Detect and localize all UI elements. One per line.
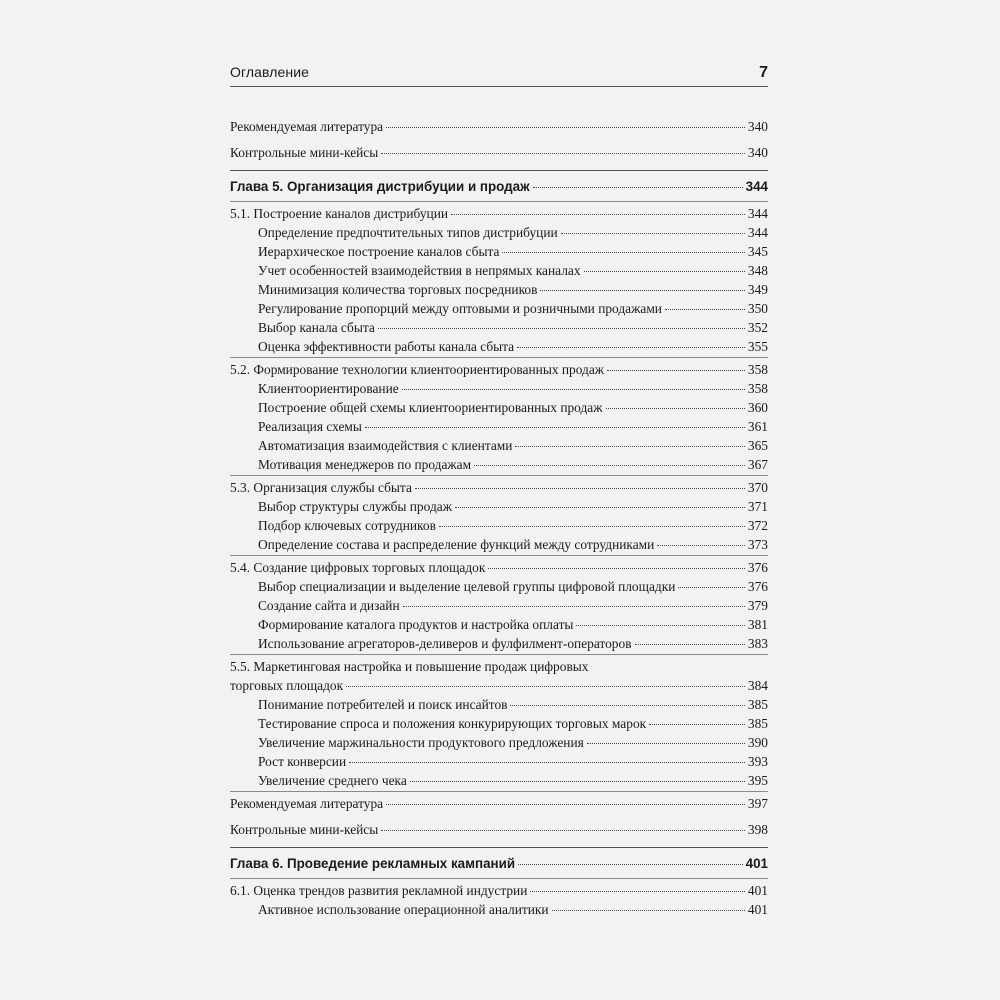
dot-leader <box>410 781 745 782</box>
toc-entry-chapter-5[interactable]: Глава 5. Организация дистрибуции и продаж 344 <box>230 179 768 194</box>
dot-leader <box>530 891 745 892</box>
toc-entry-bibliography[interactable]: Рекомендуемая литература 397 <box>230 796 768 811</box>
section-divider <box>230 791 768 792</box>
toc-entry-subsection[interactable]: Подбор ключевых сотрудников 372 <box>258 518 768 533</box>
toc-entry-subsection[interactable]: Реализация схемы 361 <box>258 419 768 434</box>
section-divider <box>230 201 768 202</box>
dot-leader <box>455 507 745 508</box>
toc-entry-subsection[interactable]: Рост конверсии 393 <box>258 754 768 769</box>
dot-leader <box>518 864 743 865</box>
toc-entry-subsection[interactable]: Иерархическое построение каналов сбыта 345 <box>258 244 768 259</box>
toc-entry-subsection[interactable]: Определение состава и распределение функций между сотрудниками 373 <box>258 537 768 552</box>
toc-entry-section-5-5[interactable]: торговых площадок 384 <box>230 678 768 693</box>
section-divider <box>230 357 768 358</box>
dot-leader <box>515 446 744 447</box>
toc-entry-subsection[interactable]: Выбор канала сбыта 352 <box>258 320 768 335</box>
dot-leader <box>665 309 745 310</box>
toc-entry-subsection[interactable]: Понимание потребителей и поиск инсайтов 385 <box>258 697 768 712</box>
dot-leader <box>584 271 745 272</box>
dot-leader <box>540 290 744 291</box>
dot-leader <box>576 625 744 626</box>
dot-leader <box>657 545 745 546</box>
dot-leader <box>635 644 745 645</box>
dot-leader <box>365 427 745 428</box>
dot-leader <box>678 587 745 588</box>
toc-entry-subsection[interactable]: Использование агрегаторов-деливеров и фулфилмент-операторов 383 <box>258 636 768 651</box>
dot-leader <box>346 686 745 687</box>
dot-leader <box>451 214 745 215</box>
toc-entry-subsection[interactable]: Регулирование пропорций между оптовыми и розничными продажами 350 <box>258 301 768 316</box>
dot-leader <box>607 370 745 371</box>
toc-entry-chapter-6[interactable]: Глава 6. Проведение рекламных кампаний 401 <box>230 856 768 871</box>
toc-entry-section-5-2[interactable]: 5.2. Формирование технологии клиентоориентированных продаж 358 <box>230 362 768 377</box>
dot-leader <box>552 910 745 911</box>
toc-entry-subsection[interactable]: Создание сайта и дизайн 379 <box>258 598 768 613</box>
toc-entry-subsection[interactable]: Минимизация количества торговых посредников 349 <box>258 282 768 297</box>
toc-entry-subsection[interactable]: Увеличение маржинальности продуктового предложения 390 <box>258 735 768 750</box>
toc-entry-bibliography[interactable]: Рекомендуемая литература 340 <box>230 119 768 134</box>
dot-leader <box>386 127 745 128</box>
toc-entry-subsection[interactable]: Оценка эффективности работы канала сбыта 355 <box>258 339 768 354</box>
dot-leader <box>381 830 745 831</box>
toc-page <box>230 0 768 1000</box>
toc-entry-subsection[interactable]: Построение общей схемы клиентоориентированных продаж 360 <box>258 400 768 415</box>
toc-entry-subsection[interactable]: Тестирование спроса и положения конкурирующих торговых марок 385 <box>258 716 768 731</box>
toc-entry-mini-cases[interactable]: Контрольные мини-кейсы 340 <box>230 145 768 160</box>
toc-entry-subsection[interactable]: Увеличение среднего чека 395 <box>258 773 768 788</box>
toc-entry-section-5-5-line1[interactable]: 5.5. Маркетинговая настройка и повышение продаж цифровых <box>230 659 589 674</box>
section-divider <box>230 555 768 556</box>
dot-leader <box>649 724 745 725</box>
dot-leader <box>488 568 745 569</box>
toc-entry-subsection[interactable]: Мотивация менеджеров по продажам 367 <box>258 457 768 472</box>
toc-entry-subsection[interactable]: Определение предпочтительных типов дистрибуции 344 <box>258 225 768 240</box>
section-divider <box>230 170 768 171</box>
page-number: 7 <box>759 64 768 81</box>
dot-leader <box>474 465 745 466</box>
toc-entry-subsection[interactable]: Формирование каталога продуктов и настройка оплаты 381 <box>258 617 768 632</box>
section-divider <box>230 878 768 879</box>
dot-leader <box>439 526 745 527</box>
toc-entry-subsection[interactable]: Выбор структуры службы продаж 371 <box>258 499 768 514</box>
running-head <box>230 64 768 82</box>
toc-entry-mini-cases[interactable]: Контрольные мини-кейсы 398 <box>230 822 768 837</box>
section-divider <box>230 475 768 476</box>
running-head-title: Оглавление <box>230 64 310 80</box>
dot-leader <box>502 252 744 253</box>
dot-leader <box>587 743 745 744</box>
toc-entry-section-5-3[interactable]: 5.3. Организация службы сбыта 370 <box>230 480 768 495</box>
toc-entry-subsection[interactable]: Активное использование операционной аналитики 401 <box>258 902 768 917</box>
dot-leader <box>349 762 745 763</box>
section-divider <box>230 847 768 848</box>
toc-entry-subsection[interactable]: Выбор специализации и выделение целевой группы цифровой площадки 376 <box>258 579 768 594</box>
dot-leader <box>403 606 745 607</box>
dot-leader <box>561 233 745 234</box>
toc-entry-subsection[interactable]: Клиентоориентирование 358 <box>258 381 768 396</box>
dot-leader <box>606 408 745 409</box>
dot-leader <box>510 705 744 706</box>
toc-entry-section-6-1[interactable]: 6.1. Оценка трендов развития рекламной индустрии 401 <box>230 883 768 898</box>
dot-leader <box>402 389 745 390</box>
dot-leader <box>381 153 745 154</box>
section-divider <box>230 654 768 655</box>
header-rule <box>230 86 768 87</box>
dot-leader <box>533 187 743 188</box>
dot-leader <box>517 347 745 348</box>
dot-leader <box>415 488 745 489</box>
toc-entry-section-5-4[interactable]: 5.4. Создание цифровых торговых площадок 376 <box>230 560 768 575</box>
toc-entry-subsection[interactable]: Автоматизация взаимодействия с клиентами 365 <box>258 438 768 453</box>
toc-entry-subsection[interactable]: Учет особенностей взаимодействия в непрямых каналах 348 <box>258 263 768 278</box>
dot-leader <box>386 804 745 805</box>
dot-leader <box>378 328 745 329</box>
toc-entry-section-5-1[interactable]: 5.1. Построение каналов дистрибуции 344 <box>230 206 768 221</box>
